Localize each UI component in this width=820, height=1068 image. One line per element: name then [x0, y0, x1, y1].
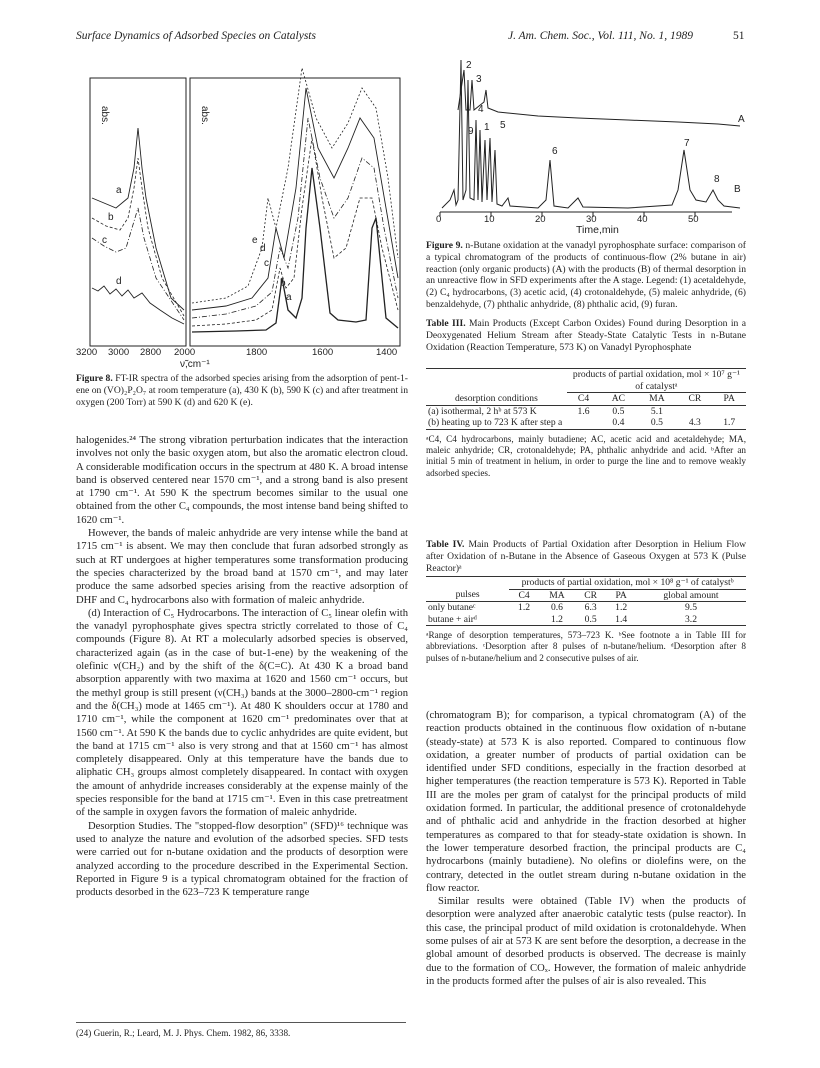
table-3-cell	[677, 405, 712, 417]
figure-8-caption	[76, 373, 408, 408]
fig8-label-d-left: d	[116, 276, 122, 287]
table-4-col-global: global amount	[663, 589, 719, 601]
fig8-tick-3200: 3200	[76, 347, 98, 358]
table-3-notes: ᵃC4, C4 hydrocarbons, mainly butadiene; AC, acetic acid and acetaldehyde; MA, maleic anhydride; CR, crotonaldehyde; PA, phthalic anhydride and acid. ᵇAfter an initial 5 min of treatment in helium, in order to purge the line and to remove weakly adsorbed species.	[426, 433, 746, 478]
fig9-trace-a-label: A	[738, 114, 745, 125]
right-column-text	[426, 709, 746, 988]
fig8-label-a-left: a	[116, 185, 122, 196]
table-3-col-pa: PA	[723, 393, 735, 404]
left-para-3: (d) Interaction of C₅ Hydrocarbons. The interaction of C₅ linear olefin with the vanadyl pyrophosphate gives spectra strictly correlated to those of C₄ compounds (Figure 8). At RT a molecularly adsorbed species is observed, characterized again (as in the case of but-1-ene) by the weakening of the olefinic ν(CH₂) and by the shift of the δ(C=C). At 430 K a broad band absorption apparently with two maxima at 1620 and 1560 cm⁻¹ occurs, but the methyl group is still present (ν(CH₃) bands at the 3000–2800-cm⁻¹ region and the δ(CH₃) mode at 1465 cm⁻¹). At 480 K shoulders occur at 1780 and 1710 cm⁻¹, while the component at 1620 cm⁻¹ predominates over that at 1560 cm⁻¹. At 590 K the bands due to cyclic anhydrides are quite evident, but the band at 1715 cm⁻¹ also is very strong and that at 1560 cm⁻¹ has almost completely disappeared. Only at this temperature have the bands due to aliphatic CH₃ groups almost completely disappeared. In contact with oxygen the amount of anhydride increases considerably at the expense mainly of the species responsible for the band at 1715 cm⁻¹. Even in this case pretreatment of the sample in oxygen favors the formation of maleic anhydride.	[76, 607, 408, 819]
fig9-tick-40: 40	[637, 214, 648, 225]
fig8-tick-1800: 1800	[246, 347, 268, 358]
footnote-24: (24) Guerin, R.; Leard, M. J. Phys. Chem. 1982, 86, 3338.	[76, 1028, 291, 1038]
table-3-title	[426, 318, 746, 353]
fig9-peak-9: 9	[468, 126, 474, 137]
table-3-label: Table III.	[426, 318, 466, 329]
fig9-tick-10: 10	[484, 214, 495, 225]
fig8-left-trace-a	[92, 128, 184, 310]
table-4-title	[426, 539, 746, 574]
table-4-cell: 1.4	[615, 613, 628, 625]
table-4-cell: 9.5	[685, 602, 697, 613]
fig8-label-c-left: c	[102, 235, 107, 246]
table-4-col-ma: MA	[549, 589, 565, 601]
fig8-xlabel: ν̃,cm⁻¹	[180, 359, 210, 370]
fig9-trace-b	[442, 60, 740, 208]
table-4-cell: 0.6	[550, 602, 563, 613]
fig9-trace-b-label: B	[734, 184, 741, 195]
fig8-label-e-right: e	[252, 235, 258, 246]
table-4-group-header: products of partial oxidation, mol × 10⁸ g⁻¹ of catalystᵇ	[509, 577, 746, 590]
table-3-cell	[712, 405, 746, 417]
table-row	[426, 602, 746, 614]
table-3-col-ac: AC	[611, 393, 626, 404]
fig8-right-trace-c	[192, 118, 398, 318]
table-3	[426, 368, 746, 479]
fig8-ylabel-left: abs.	[99, 106, 110, 125]
fig9-peak-8: 8	[714, 174, 720, 185]
table-3-cell: 0.4	[612, 417, 625, 428]
table-4-row-2-cond: butane + airᵈ	[428, 613, 477, 625]
table-4-col-c4: C4	[518, 589, 530, 601]
footnote-rule	[76, 1022, 406, 1023]
table-3-row-2-cond: (b) heating up to 723 K after step a	[428, 417, 563, 428]
fig9-peak-5: 5	[500, 120, 506, 131]
figure-9-caption	[426, 240, 746, 311]
left-para-2: However, the bands of maleic anhydride are very intense while the band at 1715 cm⁻¹ is absent. We may then conclude that furan adsorbed strongly as such at RT undergoes at higher temperatures some transformation producing the species characterized by the broad band at 1570 cm⁻¹, and may later produce the same adsorbed species arising from the reactive adsorption of DHF and C₄ hydrocarbons also with formation of maleic anhydride.	[76, 528, 408, 606]
table-3-cell: 4.3	[688, 417, 701, 428]
running-header-journal: J. Am. Chem. Soc., Vol. 111, No. 1, 1989	[508, 30, 693, 42]
fig9-trace-a	[458, 70, 740, 126]
figure-8-caption-text: FT-IR spectra of the adsorbed species arising from the adsorption of pent-1-ene on (VO)₂P₂O₇ at room temperature (a), 430 K (b), 590 K (c) and after treatment in oxygen (200 Torr) at 590 K (d) and 620 K (e).	[76, 373, 408, 408]
table-row	[426, 614, 746, 626]
table-row	[426, 417, 746, 429]
figure-8-spectra	[76, 48, 406, 358]
fig8-tick-1400: 1400	[376, 347, 398, 358]
fig8-label-a-right: a	[286, 292, 292, 303]
table-3-col-c4: C4	[577, 393, 590, 404]
fig8-tick-2800: 2800	[140, 347, 162, 358]
fig8-left-trace-d	[92, 286, 184, 324]
fig8-tick-2000: 2000	[174, 347, 196, 358]
table-row	[426, 405, 746, 417]
table-4-cell: 6.3	[584, 602, 597, 613]
table-3-col-ma: MA	[649, 393, 665, 404]
left-para-4: Desorption Studies. The "stopped-flow desorption" (SFD)¹⁶ technique was used to analyze the nature and evolution of the adsorbed species. SFD tests were carried out for n-butane oxidation and the products of desorption were analyzed according to the procedure described in the Experimental Section. Reported in Figure 9 is a typical chromatogram obtained for the fraction of products desorbed in the 623–723 K temperature range	[76, 820, 408, 899]
left-para-1: halogenides.²⁴ The strong vibration perturbation indicates that the interaction involves not only the basic oxygen atom, but also the aromatic electron cloud. A considerable modification occurs in the spectrum at 480 K. A broad intense band is observed centered near 1570 cm⁻¹, and a strong band is also present at 1790 cm⁻¹. At 590 K the spectrum becomes similar to the usual one obtained from the other C₄ compounds, the most intense band being shifted to 1620 cm⁻¹.	[76, 435, 408, 526]
table-4-cell: 1.2	[518, 602, 531, 613]
fig8-tick-3000: 3000	[108, 347, 130, 358]
table-4-cell: 1.2	[615, 602, 628, 613]
fig9-peak-1: 1	[484, 122, 490, 133]
table-4-cell: 1.2	[550, 613, 563, 625]
figure-9	[428, 50, 758, 240]
fig9-peak-2: 2	[466, 60, 472, 71]
page-number: 51	[733, 30, 745, 42]
fig8-right-trace-d	[192, 88, 398, 310]
table-4-col-cr: CR	[584, 589, 598, 601]
fig9-peak-7: 7	[684, 138, 690, 149]
running-header-title: Surface Dynamics of Adsorbed Species on Catalysts	[76, 30, 316, 42]
table-4-cell: 0.5	[584, 613, 597, 625]
left-column-text	[76, 434, 408, 899]
fig9-peak-4: 4	[478, 104, 484, 115]
figure-9-caption-text: n-Butane oxidation at the vanadyl pyrophosphate surface: comparison of a typical chromatogram of the products of continuous-flow (2% butane in air) reaction (only organic products) (A) with the products (B) of thermal desorption in an unreactive flow in SFD experiments after the A stage. Legend: (1) acetaldehyde, (2) C₄ hydrocarbons, (3) acetic acid, (4) crotonaldehyde, (5) maleic anhydride, (6) benzaldehyde, (7) phthalic anhydride, (8) phthalic acid, (9) furan.	[426, 240, 746, 310]
fig8-tick-1600: 1600	[312, 347, 334, 358]
fig9-tick-30: 30	[586, 214, 597, 225]
table-3-cell: 0.5	[650, 417, 663, 428]
table-3-cell: 0.5	[612, 405, 625, 417]
fig9-tick-50: 50	[688, 214, 699, 225]
table-4-col-pa: PA	[615, 589, 627, 601]
figure-9-chromatogram	[428, 50, 758, 240]
figure-8	[76, 48, 406, 358]
fig9-tick-0: 0	[436, 214, 442, 225]
table-3-stub-header: desorption conditions	[454, 392, 538, 404]
table-3-cell	[567, 417, 600, 429]
table-4-label: Table IV.	[426, 539, 465, 550]
table-4-stub-header: pulses	[455, 589, 480, 600]
table-3-cell: 1.7	[723, 417, 736, 428]
table-3-group-header: products of partial oxidation, mol × 10⁷ g⁻¹ of catalystᵃ	[567, 369, 746, 393]
table-3-cell: 1.6	[577, 405, 590, 417]
table-4-cell: 3.2	[685, 613, 697, 625]
fig8-label-b-left: b	[108, 212, 114, 223]
fig9-tick-20: 20	[535, 214, 546, 225]
fig8-right-trace-e	[192, 68, 398, 303]
table-3-cell: 5.1	[650, 405, 663, 417]
right-para-2: Similar results were obtained (Table IV) when the products of desorption were analyzed after anaerobic catalytic tests (pulse reactor). In this case, the principal product of mild oxidation is crotonaldehyde. When some pulses of air at 573 K are sent before the desorption, a decrease in the global amount of desorbed products is observed. The decrease is mainly due to the formation of COₓ. However, the formation of maleic anhydride in the products formed after the pulses of air is also revealed. This	[426, 896, 746, 987]
fig9-peak-6: 6	[552, 146, 558, 157]
fig8-left-trace-c	[92, 208, 184, 320]
fig8-label-b-right: b	[280, 278, 286, 289]
table-4-title-text: Main Products of Partial Oxidation after Desorption in Helium Flow after Oxidation of n-Butane in the Absence of Gaseous Oxygen at 573 K (Pulse Reactor)ᵃ	[426, 539, 747, 574]
table-4-row-1-cond: only butaneᶜ	[428, 602, 476, 613]
table-3-col-cr: CR	[688, 393, 702, 404]
fig9-axis-ticks	[440, 212, 695, 217]
figure-8-caption-label: Figure 8.	[76, 373, 113, 384]
table-4-notes: ᵃRange of desorption temperatures, 573–723 K. ᵇSee footnote a in Table III for abbreviations. ᶜDesorption after 8 pulses of n-butane/helium. ᵈDesorption after 8 pulses of n-butane/helium and 2 consecutive pulses of air.	[426, 630, 746, 663]
table-4-cell	[509, 614, 539, 626]
fig8-ylabel-right: abs.	[199, 106, 210, 125]
figure-9-caption-label: Figure 9.	[426, 240, 463, 251]
table-4	[426, 576, 746, 664]
right-para-1: (chromatogram B); for comparison, a typical chromatogram (A) of the reaction products obtained in the continuous flow oxidation of n-butane (steady-state) at 573 K is also reported. Compared to continuous flow oxidation, a greater number of products of partial oxidation can be identified under SFD conditions, especially in the fraction desorbed at higher temperatures (the reaction temperature is 573 K). Reported in Table III are the moles per gram of catalyst for the principal products of mild oxidation formed. In particular, the additional presence of crotonaldehyde and of phthalic acid and anhydride in the fraction desorbed at higher temperatures as compared to that for steady-state oxidation is shown. In the lower temperature desorbed fraction, the principal products are C₄ hydrocarbons (mainly butadiene). No olefins or diolefins were, on the contrary, detected in the outlet stream during n-butane oxidation in the flow reactor.	[426, 710, 746, 894]
table-3-title-text: Main Products (Except Carbon Oxides) Found during Desorption in a Deoxygenated Helium Stream after Steady-State Catalytic Tests in n-Butane Oxidation (Reaction Temperature, 573 K) on Vanadyl Pyrophosphate	[426, 318, 746, 353]
table-3-row-1-cond: (a) isothermal, 2 hᵇ at 573 K	[428, 405, 537, 417]
fig8-label-d-right: d	[260, 243, 266, 254]
fig8-label-c-right: c	[264, 258, 269, 269]
fig9-xlabel: Time,min	[576, 224, 619, 236]
fig9-peak-3: 3	[476, 74, 482, 85]
